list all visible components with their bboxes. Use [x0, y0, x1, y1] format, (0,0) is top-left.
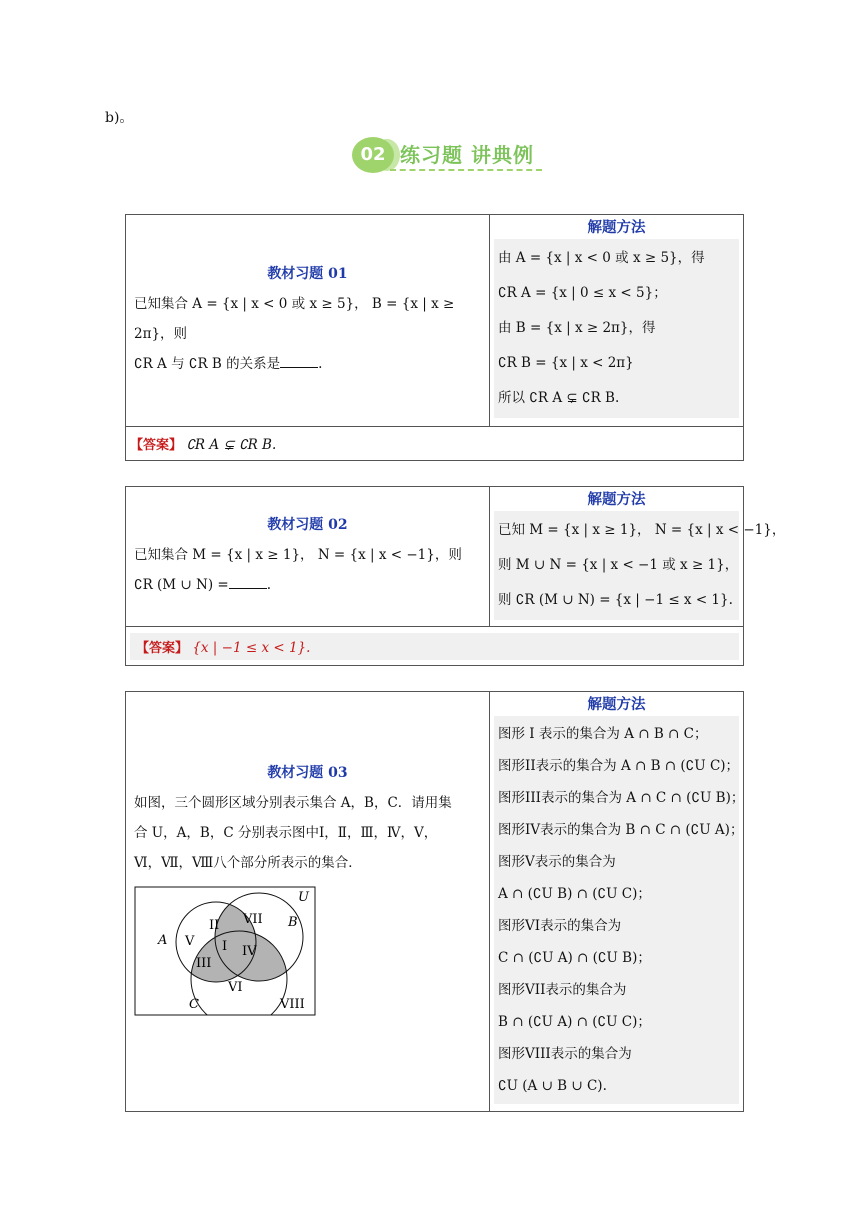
answer-cell [126, 627, 744, 666]
label-u: U [298, 890, 309, 905]
label-c: C [189, 997, 199, 1012]
method-line: 图形V表示的集合为 [498, 854, 616, 870]
method-title: 解题方法 [587, 696, 646, 713]
question-line: 如图，三个圆形区域分别表示集合 A，B，C．请用集 [134, 795, 452, 811]
method-title: 解题方法 [587, 219, 646, 236]
exercise-table-01 [125, 214, 744, 461]
question-text [134, 289, 481, 379]
question-line: Ⅵ，Ⅶ，Ⅷ八个部分所表示的集合． [134, 855, 362, 871]
method-line: C ∩ (∁U A) ∩ (∁U B)； [498, 950, 651, 966]
answer-box [130, 633, 739, 660]
answer-text: {x | −1 ≤ x < 1}. [192, 639, 311, 656]
question-cell [126, 692, 490, 1112]
method-line: 图形 I 表示的集合为 A ∩ B ∩ C； [498, 726, 708, 742]
question-tail: . [266, 576, 272, 593]
method-line: 图形III表示的集合为 A ∩ C ∩ (∁U B)； [498, 790, 745, 806]
region-label-i: I [222, 939, 228, 954]
method-line: B ∩ (∁U A) ∩ (∁U C)； [498, 1014, 651, 1030]
method-line: 由 B = {x | x ≥ 2π}，得 [498, 320, 656, 336]
question-line [134, 349, 481, 379]
method-cell [490, 487, 786, 627]
section-header [352, 135, 552, 177]
method-cell [490, 692, 744, 1112]
question-cell [126, 487, 490, 627]
region-label-ii: II [209, 918, 220, 933]
method-line: ∁R A = {x | 0 ≤ x < 5}； [498, 285, 667, 301]
question-text [134, 540, 481, 600]
method-title: 解题方法 [587, 491, 646, 508]
question-line: 已知集合 A = {x | x < 0 或 x ≥ 5}， B = {x | x ≥ 2π}，则 [134, 295, 455, 342]
method-line: 图形II表示的集合为 A ∩ B ∩ (∁U C)； [498, 758, 740, 774]
question-line [134, 570, 481, 600]
method-line: 已知 M = {x | x ≥ 1}， N = {x | x < −1}， [498, 522, 786, 538]
method-line: A ∩ (∁U B) ∩ (∁U C)； [498, 886, 651, 902]
question-text [134, 788, 481, 878]
answer-text: ∁R A ⊊ ∁R B. [186, 437, 277, 453]
method-box [494, 239, 739, 418]
method-cell [490, 215, 744, 427]
answer-blank [229, 576, 267, 589]
venn-diagram [134, 886, 316, 1016]
method-line: ∁R B = {x | x < 2π} [498, 355, 634, 371]
region-label-viii: VIII [280, 997, 305, 1012]
answer-label: 【答案】 [136, 640, 189, 656]
region-label-iv: IV [242, 944, 257, 959]
method-line: 则 ∁R (M ∪ N) = {x | −1 ≤ x < 1}. [498, 592, 733, 608]
exercise-title: 教材习题 01 [267, 265, 348, 282]
method-box [494, 716, 745, 1104]
answer-cell [126, 427, 744, 461]
exercise-table-02 [125, 486, 786, 666]
question-tail: . [318, 355, 323, 372]
previous-text-fragment: b)。 [105, 110, 134, 126]
answer-blank [280, 355, 318, 368]
question-line-text: ∁R A 与 ∁R B 的关系是 [134, 355, 281, 372]
method-line: 图形VI表示的集合为 [498, 918, 622, 934]
method-box [494, 511, 786, 620]
question-cell [126, 215, 490, 427]
method-line: 图形VIII表示的集合为 [498, 1046, 632, 1062]
method-line: 图形IV表示的集合为 B ∩ C ∩ (∁U A)； [498, 822, 744, 838]
label-b: B [288, 915, 298, 930]
region-label-vii: VII [243, 912, 263, 927]
question-line: 已知集合 M = {x | x ≥ 1}， N = {x | x < −1}，则 [134, 546, 462, 563]
region-label-vi: VI [228, 980, 243, 995]
method-line: 由 A = {x | x < 0 或 x ≥ 5}，得 [498, 250, 705, 266]
region-label-v: V [185, 934, 195, 949]
section-underline [390, 169, 542, 171]
exercise-title: 教材习题 03 [267, 765, 348, 781]
method-line: 图形VII表示的集合为 [498, 982, 627, 998]
answer-label: 【答案】 [130, 438, 183, 453]
method-line: 则 M ∪ N = {x | x < −1 或 x ≥ 1}， [498, 557, 739, 573]
question-line: 合 U，A，B，C 分别表示图中Ⅰ，Ⅱ，Ⅲ，Ⅳ，Ⅴ， [134, 825, 438, 841]
section-title: 练习题 讲典例 [400, 143, 534, 167]
question-line-text: ∁R (M ∪ N) = [134, 576, 229, 593]
method-line: ∁U (A ∪ B ∪ C). [498, 1078, 607, 1094]
exercise-table-03 [125, 691, 744, 1112]
exercise-title: 教材习题 02 [267, 516, 348, 533]
section-number-badge: 02 [352, 137, 394, 173]
label-a: A [158, 933, 168, 948]
region-label-iii: III [196, 956, 212, 971]
method-line: 所以 ∁R A ⊊ ∁R B. [498, 390, 620, 406]
